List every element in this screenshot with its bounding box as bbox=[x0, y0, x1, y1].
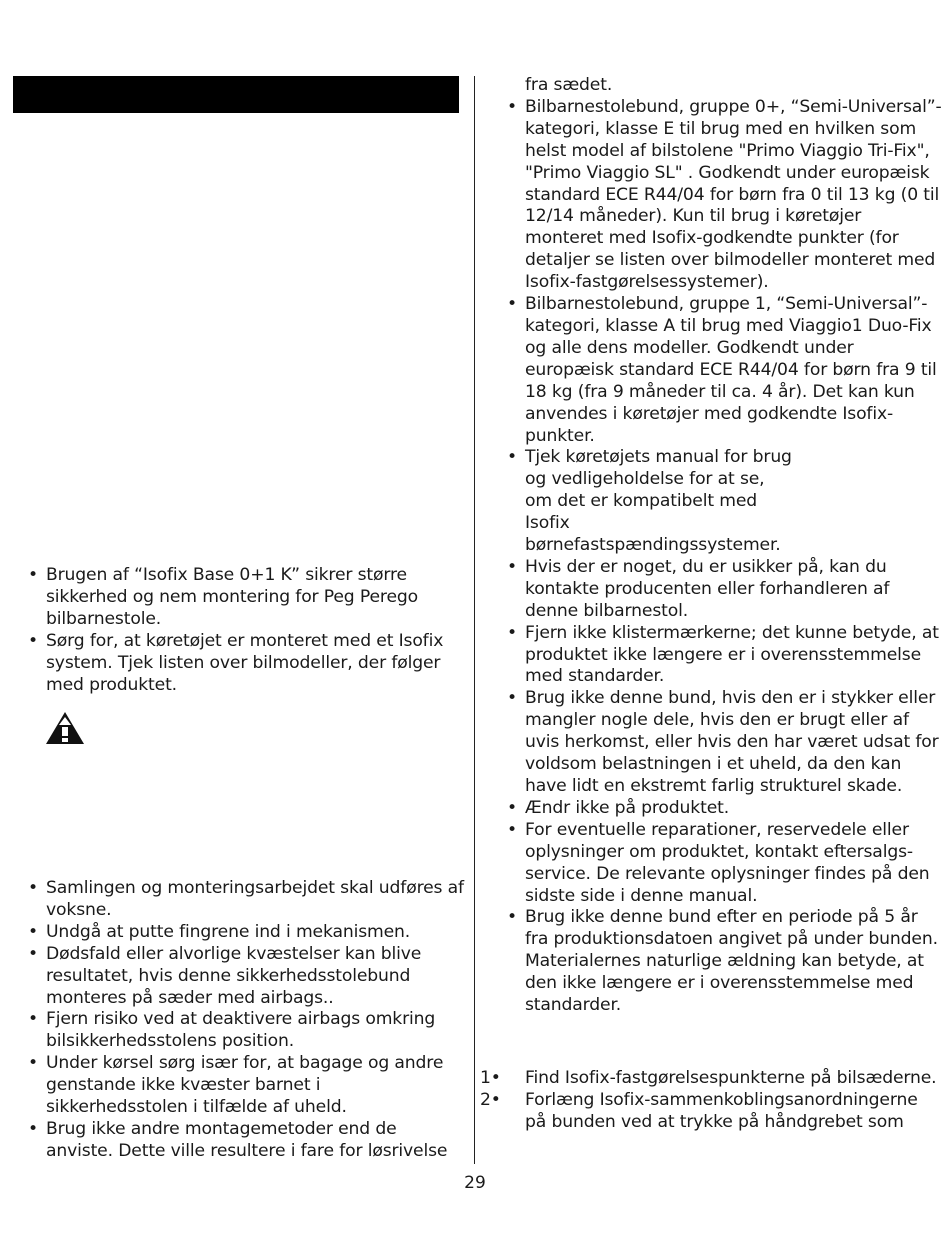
list-item: • Brug ikke denne bund efter en periode på 5 år fra produktionsdatoen angivet på under bunden. Materialernes naturlige ældning kan betyde, at den ikke længere er i overensstemmelse med standarder. bbox=[505, 907, 943, 1017]
list-item: • For eventuelle reparationer, reservedele eller oplysninger om produktet, kontakt eftersalgs-service. De relevante oplysninger findes på den sidste side i denne manual. bbox=[505, 820, 943, 908]
step-text: Forlæng Isofix-sammenkoblingsanordningerne på bunden ved at trykke på håndgrebet som bbox=[525, 1089, 918, 1132]
list-item: • Tjek køretøjets manual for brug og vedligeholdelse for at se, om det er kompatibelt med Isofix børnefastspændingssystemer. bbox=[505, 447, 943, 557]
section-header-bar bbox=[13, 76, 459, 113]
list-item: • Brugen af “Isofix Base 0+1 K” sikrer større sikkerhed og nem montering for Peg Perego bilbarnestole. bbox=[26, 565, 466, 631]
warning-triangle-icon bbox=[45, 711, 85, 745]
step-item bbox=[480, 1089, 943, 1134]
step-text: Find Isofix-fastgørelsespunkterne på bilsæderne. bbox=[525, 1068, 937, 1088]
step-item bbox=[480, 1068, 943, 1090]
list-item: • Sørg for, at køretøjet er monteret med et Isofix system. Tjek listen over bilmodeller, der følger med produktet. bbox=[26, 631, 466, 697]
list-item: • Bilbarnestolebund, gruppe 1, “Semi-Universal”-kategori, klasse A til brug med Viaggio1 Duo-Fix og alle dens modeller. Godkendt under europæisk standard ECE R44/04 for børn fra 9 til 18 kg (fra 9 måneder til ca. 4 år). Det kan kun anvendes i køretøjer med godkendte Isofix-punkter. bbox=[505, 294, 943, 447]
list-item: • Fjern risiko ved at deaktivere airbags omkring bilsikkerhedsstolens position. bbox=[26, 1009, 466, 1053]
left-list-intro bbox=[26, 565, 466, 696]
list-item: • Fjern ikke klistermærkerne; det kunne betyde, at produktet ikke længere er i overensstemmelse med standarder. bbox=[505, 623, 943, 689]
continuation-text: fra sædet. bbox=[525, 75, 613, 95]
right-list bbox=[505, 75, 943, 1017]
page-number: 29 bbox=[464, 1173, 486, 1193]
list-item: • Dødsfald eller alvorlige kvæstelser kan blive resultatet, hvis denne sikkerhedsstolebund monteres på sæder med airbags.. bbox=[26, 944, 466, 1010]
list-item: • Under kørsel sørg især for, at bagage og andre genstande ikke kvæster barnet i sikkerhedsstolen i tilfælde af uheld. bbox=[26, 1053, 466, 1119]
list-item: • Brug ikke denne bund, hvis den er i stykker eller mangler nogle dele, hvis den er brugt eller af uvis herkomst, eller hvis den har været udsat for voldsom belastningen i et uheld, da den kan have lidt en ekstremt farlig strukturel skade. bbox=[505, 688, 943, 798]
list-item: • Hvis der er noget, du er usikker på, kan du kontakte producenten eller forhandleren af denne bilbarnestol. bbox=[505, 557, 943, 623]
column-divider bbox=[474, 76, 475, 1164]
list-item: • Bilbarnestolebund, gruppe 0+, “Semi-Universal”-kategori, klasse E til brug med en hvilken som helst model af bilstolene "Primo Viaggio Tri-Fix", "Primo Viaggio SL" . Godkendt under europæisk standard ECE R44/04 for børn fra 0 til 13 kg (0 til 12/14 måneder). Kun til brug i køretøjer monteret med Isofix-godkendte punkter (for detaljer se listen over bilmodeller monteret med Isofix-fastgørelsessystemer). bbox=[505, 97, 943, 294]
list-item: • Ændr ikke på produktet. bbox=[505, 798, 943, 820]
list-item: • Samlingen og monteringsarbejdet skal udføres af voksne. bbox=[26, 878, 466, 922]
list-item: • Undgå at putte fingrene ind i mekanismen. bbox=[26, 922, 466, 944]
step-number: 2• bbox=[480, 1089, 501, 1110]
list-item: • Brug ikke andre montagemetoder end de anviste. Dette ville resultere i fare for løsrivelse bbox=[26, 1119, 466, 1163]
left-list-safety bbox=[26, 878, 466, 1163]
step-number: 1• bbox=[480, 1068, 501, 1088]
right-steps bbox=[480, 1068, 943, 1134]
